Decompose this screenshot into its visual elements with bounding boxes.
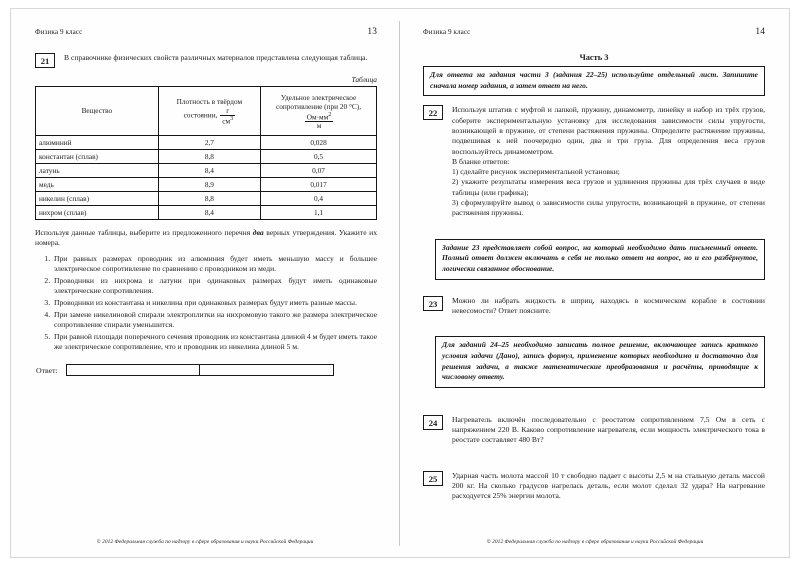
header-density	[158, 87, 260, 136]
task-number-badge: 23	[423, 296, 443, 311]
cell-resistivity: 0,5	[261, 150, 377, 164]
task2425-instruction-text: Для заданий 24–25 необходимо записать полное решение, включающее запись краткого условия задачи (Дано), запись формул, применение которых необходимо и достаточно для решения задачи, а также математические преобразования и расчёты, приводящие к числовому ответу.	[442, 340, 758, 382]
cell-density: 8,8	[158, 150, 260, 164]
spacer	[423, 323, 765, 336]
page-header-left	[35, 27, 377, 37]
task-number-badge: 24	[423, 415, 443, 430]
subject-label: Физика 9 класс	[423, 28, 471, 36]
task-23-paragraph: Можно ли набрать жидкость в шприц, находясь в космическом корабле в состоянии невесомости? Ответ поясните.	[452, 295, 765, 315]
cell-substance: константан (сплав)	[36, 150, 159, 164]
cell-density: 8,4	[158, 206, 260, 220]
list-item: 3. Проводники из константана и никелина при одинаковых размерах будут иметь разные массы.	[52, 298, 377, 308]
density-den-text: см	[222, 115, 231, 125]
step-item: 1) сделайте рисунок экспериментальной установки;	[452, 167, 620, 177]
header-resistivity-line2: сопротивление (при 20 °C),	[275, 102, 362, 112]
table-row	[36, 164, 377, 178]
task-number-badge: 21	[35, 53, 55, 68]
task-23	[423, 296, 765, 317]
table-row	[36, 150, 377, 164]
materials-table	[35, 86, 377, 220]
instruction-emphasis: два	[252, 228, 264, 237]
task-21-instruction	[35, 228, 377, 249]
resistivity-unit-denominator: м	[316, 120, 322, 130]
density-unit-denominator	[220, 116, 235, 125]
page-right	[401, 9, 789, 558]
page-divider	[399, 21, 400, 546]
part3-instruction-text: Для ответа на задания части 3 (задания 22–25) используйте отдельный лист. Запишите сначала номер задания, а затем ответ на него.	[430, 70, 758, 90]
task-number-badge: 25	[423, 471, 443, 486]
cell-resistivity: 0,028	[261, 136, 377, 150]
cell-substance: алюминий	[36, 136, 159, 150]
footer-right	[401, 539, 789, 545]
answer-row	[35, 364, 377, 376]
cell-substance: никелин (сплав)	[36, 192, 159, 206]
cell-density: 8,4	[158, 164, 260, 178]
header-density-line1: Плотность в твёрдом	[176, 97, 243, 107]
footer-copyright: © 2012 Федеральная служба по надзору в сфере образования и науки Российской Федерации	[486, 539, 704, 545]
answer-cell-2[interactable]	[199, 365, 333, 375]
cell-substance: медь	[36, 178, 159, 192]
task-22	[423, 105, 765, 218]
task-24-paragraph: Нагреватель включён последовательно с реостатом сопротивлением 7,5 Ом в сеть с напряжением 220 В. Каково сопротивление нагревателя, если мощность электрического тока в реостате составляет 480 Вт?	[452, 414, 765, 445]
spacer	[423, 289, 765, 296]
task-24	[423, 415, 765, 446]
task-22-steps	[452, 157, 765, 219]
list-item: 2. Проводники из нихрома и латуни при одинаковых размерах будут иметь одинаковые электрические сопротивления.	[52, 276, 377, 297]
spacer	[423, 397, 765, 415]
instruction-pre: Используя данные таблицы, выберите из предложенного перечня	[35, 228, 253, 237]
task-text	[452, 471, 765, 502]
table-row	[36, 136, 377, 150]
spacer	[423, 453, 765, 471]
task-22-paragraph: Используя штатив с муфтой и лапкой, пружину, динамометр, линейку и набор из трёх грузов, соберите экспериментальную установку для исследования зависимости силы упругости, возникающей в пружине, от степени растяжения пружины. Определите растяжение пружины, подвешивая к ней поочередно один, два и три груза. Для определения веса грузов воспользуйтесь динамометром.	[452, 105, 765, 156]
density-unit-fraction	[220, 107, 235, 125]
header-density-line2: состоянии,	[183, 110, 218, 120]
table-caption: Таблица	[351, 75, 377, 84]
header-substance: Вещество	[36, 87, 159, 136]
task-text	[452, 415, 765, 446]
answer-input-box[interactable]	[66, 364, 334, 376]
cell-density: 2,7	[158, 136, 260, 150]
header-resistivity	[261, 87, 377, 136]
task-25-paragraph: Ударная часть молота массой 10 т свободно падает с высоты 2,5 м на стальную деталь массой 200 кг. На сколько градусов нагрелась деталь, если молот сделал 32 удара? На нагревание расходуется 25% энергии молота.	[452, 470, 765, 501]
page-number: 13	[367, 27, 377, 37]
resistivity-unit-fraction	[305, 112, 334, 130]
resistivity-num-text: Ом·мм	[306, 112, 329, 122]
choice-list	[35, 254, 377, 353]
cell-density: 8,9	[158, 178, 260, 192]
spacer	[423, 226, 765, 239]
task-text	[452, 296, 765, 317]
table-row	[36, 178, 377, 192]
part-title: Часть 3	[579, 53, 609, 62]
answer-label: Ответ:	[36, 365, 58, 375]
page-left	[11, 9, 399, 558]
instruction-post: верных утверждения. Укажите их номера.	[35, 228, 377, 248]
cell-substance: нихром (сплав)	[36, 206, 159, 220]
page-header-right	[423, 27, 765, 37]
table-row	[36, 206, 377, 220]
cell-resistivity: 0,4	[261, 192, 377, 206]
task2425-instruction-box	[435, 336, 765, 388]
density-den-exponent: 3	[230, 115, 234, 122]
subject-label: Физика 9 класс	[35, 28, 83, 36]
task-21	[35, 53, 377, 68]
list-item: 1. При равных размерах проводник из алюминия будет иметь меньшую массу и большее электрическое сопротивление по сравнению с проводником из меди.	[52, 254, 377, 275]
task-number-badge: 22	[423, 105, 443, 120]
task23-instruction-box	[435, 239, 765, 280]
cell-substance: латунь	[36, 164, 159, 178]
task-text	[452, 105, 765, 218]
step-item: 2) укажите результаты измерения веса грузов и удлинения пружины для трёх случаев в виде таблицы (или графика);	[452, 177, 765, 197]
cell-resistivity: 1,1	[261, 206, 377, 220]
list-item: 4. При замене никелиновой спирали электроплитки на нихромовую такого же размера электрическое сопротивление спирали уменьшится.	[52, 310, 377, 331]
list-item: 5. При равной площади поперечного сечения проводник из константана длиной 4 м будет иметь такое же электрическое сопротивление, что и проводник из никелина длиной 5 м.	[52, 332, 377, 353]
task-25	[423, 471, 765, 502]
density-unit-numerator: г	[220, 107, 235, 116]
footer-left	[11, 539, 399, 545]
part3-instruction-box	[423, 66, 765, 96]
cell-density: 8,8	[158, 192, 260, 206]
resistivity-num-exponent: 2	[328, 111, 332, 118]
scanned-document	[10, 8, 790, 558]
table-header-row	[36, 87, 377, 136]
task-21-intro: В справочнике физических свойств различных материалов представлена следующая таблица.	[64, 53, 368, 62]
task23-instruction-text: Задание 23 представляет собой вопрос, на который необходимо дать письменный ответ. Полный ответ должен включать в себя не только ответ на вопрос, но и его разбёрнутое, логически связанное обоснование.	[442, 242, 758, 273]
cell-resistivity: 0,07	[261, 164, 377, 178]
cell-resistivity: 0,017	[261, 178, 377, 192]
table-body	[36, 136, 377, 220]
task-text	[64, 53, 377, 63]
footer-copyright: © 2012 Федеральная служба по надзору в сфере образования и науки Российской Федерации	[96, 539, 314, 545]
blank-intro: В бланке ответов:	[452, 156, 510, 166]
table-row	[36, 192, 377, 206]
header-resistivity-line1: Удельное электрическое	[280, 92, 357, 102]
page-number: 14	[755, 27, 765, 37]
answer-cell-1[interactable]	[67, 365, 200, 375]
step-item: 3) сформулируйте вывод о зависимости силы упругости, возникающей в пружине, от степени растяжения пружины.	[452, 198, 765, 218]
instruction-paragraph	[35, 228, 377, 249]
